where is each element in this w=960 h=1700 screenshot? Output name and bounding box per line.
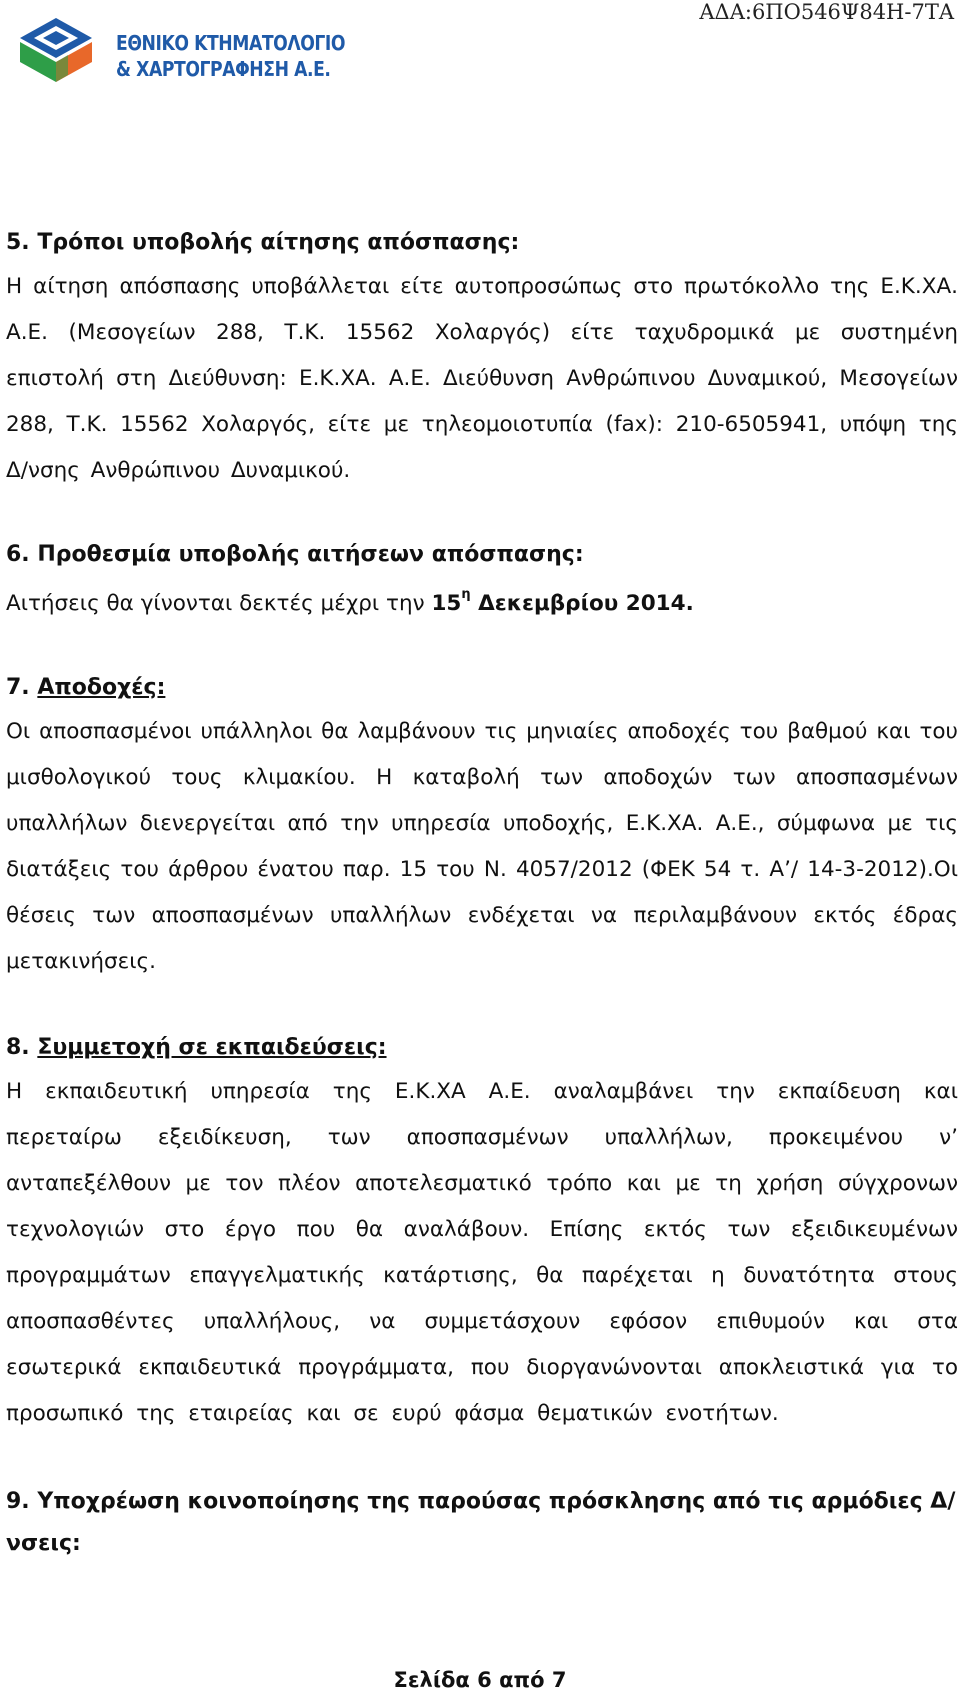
deadline-ordinal: η — [461, 587, 471, 602]
organization-logo — [8, 12, 346, 88]
section-5-heading — [6, 222, 958, 264]
section-5-number: 5. — [6, 230, 30, 255]
logo-line-1: ΕΘΝΙΚΟ ΚΤΗΜΑΤΟΛΟΓΙΟ — [116, 31, 346, 55]
section-8 — [6, 1027, 958, 1437]
deadline-month-year: Δεκεμβρίου 2014. — [470, 591, 694, 617]
ada-code: ΑΔΑ:6ΠΟ546Ψ84Η-7ΤΑ — [699, 0, 954, 24]
section-9-title: Υποχρέωση κοινοποίησης της παρούσας πρόσκλησης από τις αρμόδιες Δ/νσεις: — [6, 1489, 956, 1557]
section-5-body: Η αίτηση απόσπασης υποβάλλεται είτε αυτοπροσώπως στο πρωτόκολλο της Ε.Κ.ΧΑ. Α.Ε. (Μεσογείων 288, Τ.Κ. 15562 Χολαργός) είτε ταχυδρομικά με συστημένη επιστολή στη Διεύθυνση: Ε.Κ.ΧΑ. Α.Ε. Διεύθυνση Ανθρώπινου Δυναμικού, Μεσογείων 288, Τ.Κ. 15562 Χολαργός, είτε με τηλεομοιοτυπία (fax): 210-6505941, υπόψη της Δ/νσης Ανθρώπινου Δυναμικού. — [6, 274, 958, 483]
section-7-body: Οι αποσπασμένοι υπάλληλοι θα λαμβάνουν τις μηνιαίες αποδοχές του βαθμού και του μισθολογικού τους κλιμακίου. Η καταβολή των αποδοχών των αποσπασμένων υπαλλήλων διενεργείται από την υπηρεσία υποδοχής, Ε.Κ.ΧΑ. Α.Ε., σύμφωνα με τις διατάξεις του άρθρου ένατου παρ. 15 του Ν. 4057/2012 (ΦΕΚ 54 τ. Α’/ 14-3-2012).Οι θέσεις των αποσπασμένων υπαλλήλων ενδέχεται να περιλαμβάνουν εκτός έδρας μετακινήσεις. — [6, 719, 958, 975]
section-6-number: 6. — [6, 542, 30, 567]
deadline-prefix: Αιτήσεις θα γίνονται δεκτές μέχρι την — [6, 591, 432, 617]
section-6 — [6, 534, 958, 627]
section-8-body: Η εκπαιδευτική υπηρεσία της Ε.Κ.ΧΑ Α.Ε. αναλαμβάνει την εκπαίδευση και περεταίρω εξειδίκευση, των αποσπασμένων υπαλλήλων, προκειμένου ν’ ανταπεξέλθουν με τον πλέον αποτελεσματικό τρόπο και με τη χρήση σύγχρονων τεχνολογιών στο έργο που θα αναλάβουν. Επίσης εκτός των εξειδικευμένων προγραμμάτων επαγγελματικής κατάρτισης, θα παρέχεται η δυνατότητα στους αποσπασθέντες υπαλλήλους, να συμμετάσχουν εφόσον επιθυμούν και στα εσωτερικά εκπαιδευτικά προγράμματα, που διοργανώνονται αποκλειστικά για το προσωπικό της εταιρείας και σε ευρύ φάσμα θεματικών ενοτήτων. — [6, 1079, 958, 1427]
section-9-heading — [6, 1481, 958, 1565]
logo-emblem-icon — [8, 12, 118, 88]
section-8-title: Συμμετοχή σε εκπαιδεύσεις: — [37, 1035, 387, 1061]
section-5-title: Τρόποι υποβολής αίτησης απόσπασης: — [37, 230, 520, 255]
section-8-number: 8. — [6, 1035, 30, 1061]
section-7-number: 7. — [6, 675, 30, 701]
section-6-heading — [6, 534, 958, 576]
deadline-day: 15 — [431, 591, 462, 617]
section-9 — [6, 1481, 958, 1565]
section-8-heading — [6, 1027, 958, 1069]
section-5 — [6, 222, 958, 494]
logo-wordmark — [116, 30, 345, 82]
document-body — [6, 222, 958, 1565]
section-6-title: Προθεσμία υποβολής αιτήσεων απόσπασης: — [37, 542, 584, 567]
section-7 — [6, 667, 958, 985]
section-7-title: Αποδοχές: — [37, 675, 166, 701]
page-number: Σελίδα 6 από 7 — [393, 1668, 567, 1692]
logo-line-2: & ΧΑΡΤΟΓΡΑΦΗΣΗ Α.Ε. — [116, 57, 331, 81]
section-6-body — [6, 576, 958, 627]
section-9-number: 9. — [6, 1489, 30, 1515]
section-7-heading — [6, 667, 958, 709]
